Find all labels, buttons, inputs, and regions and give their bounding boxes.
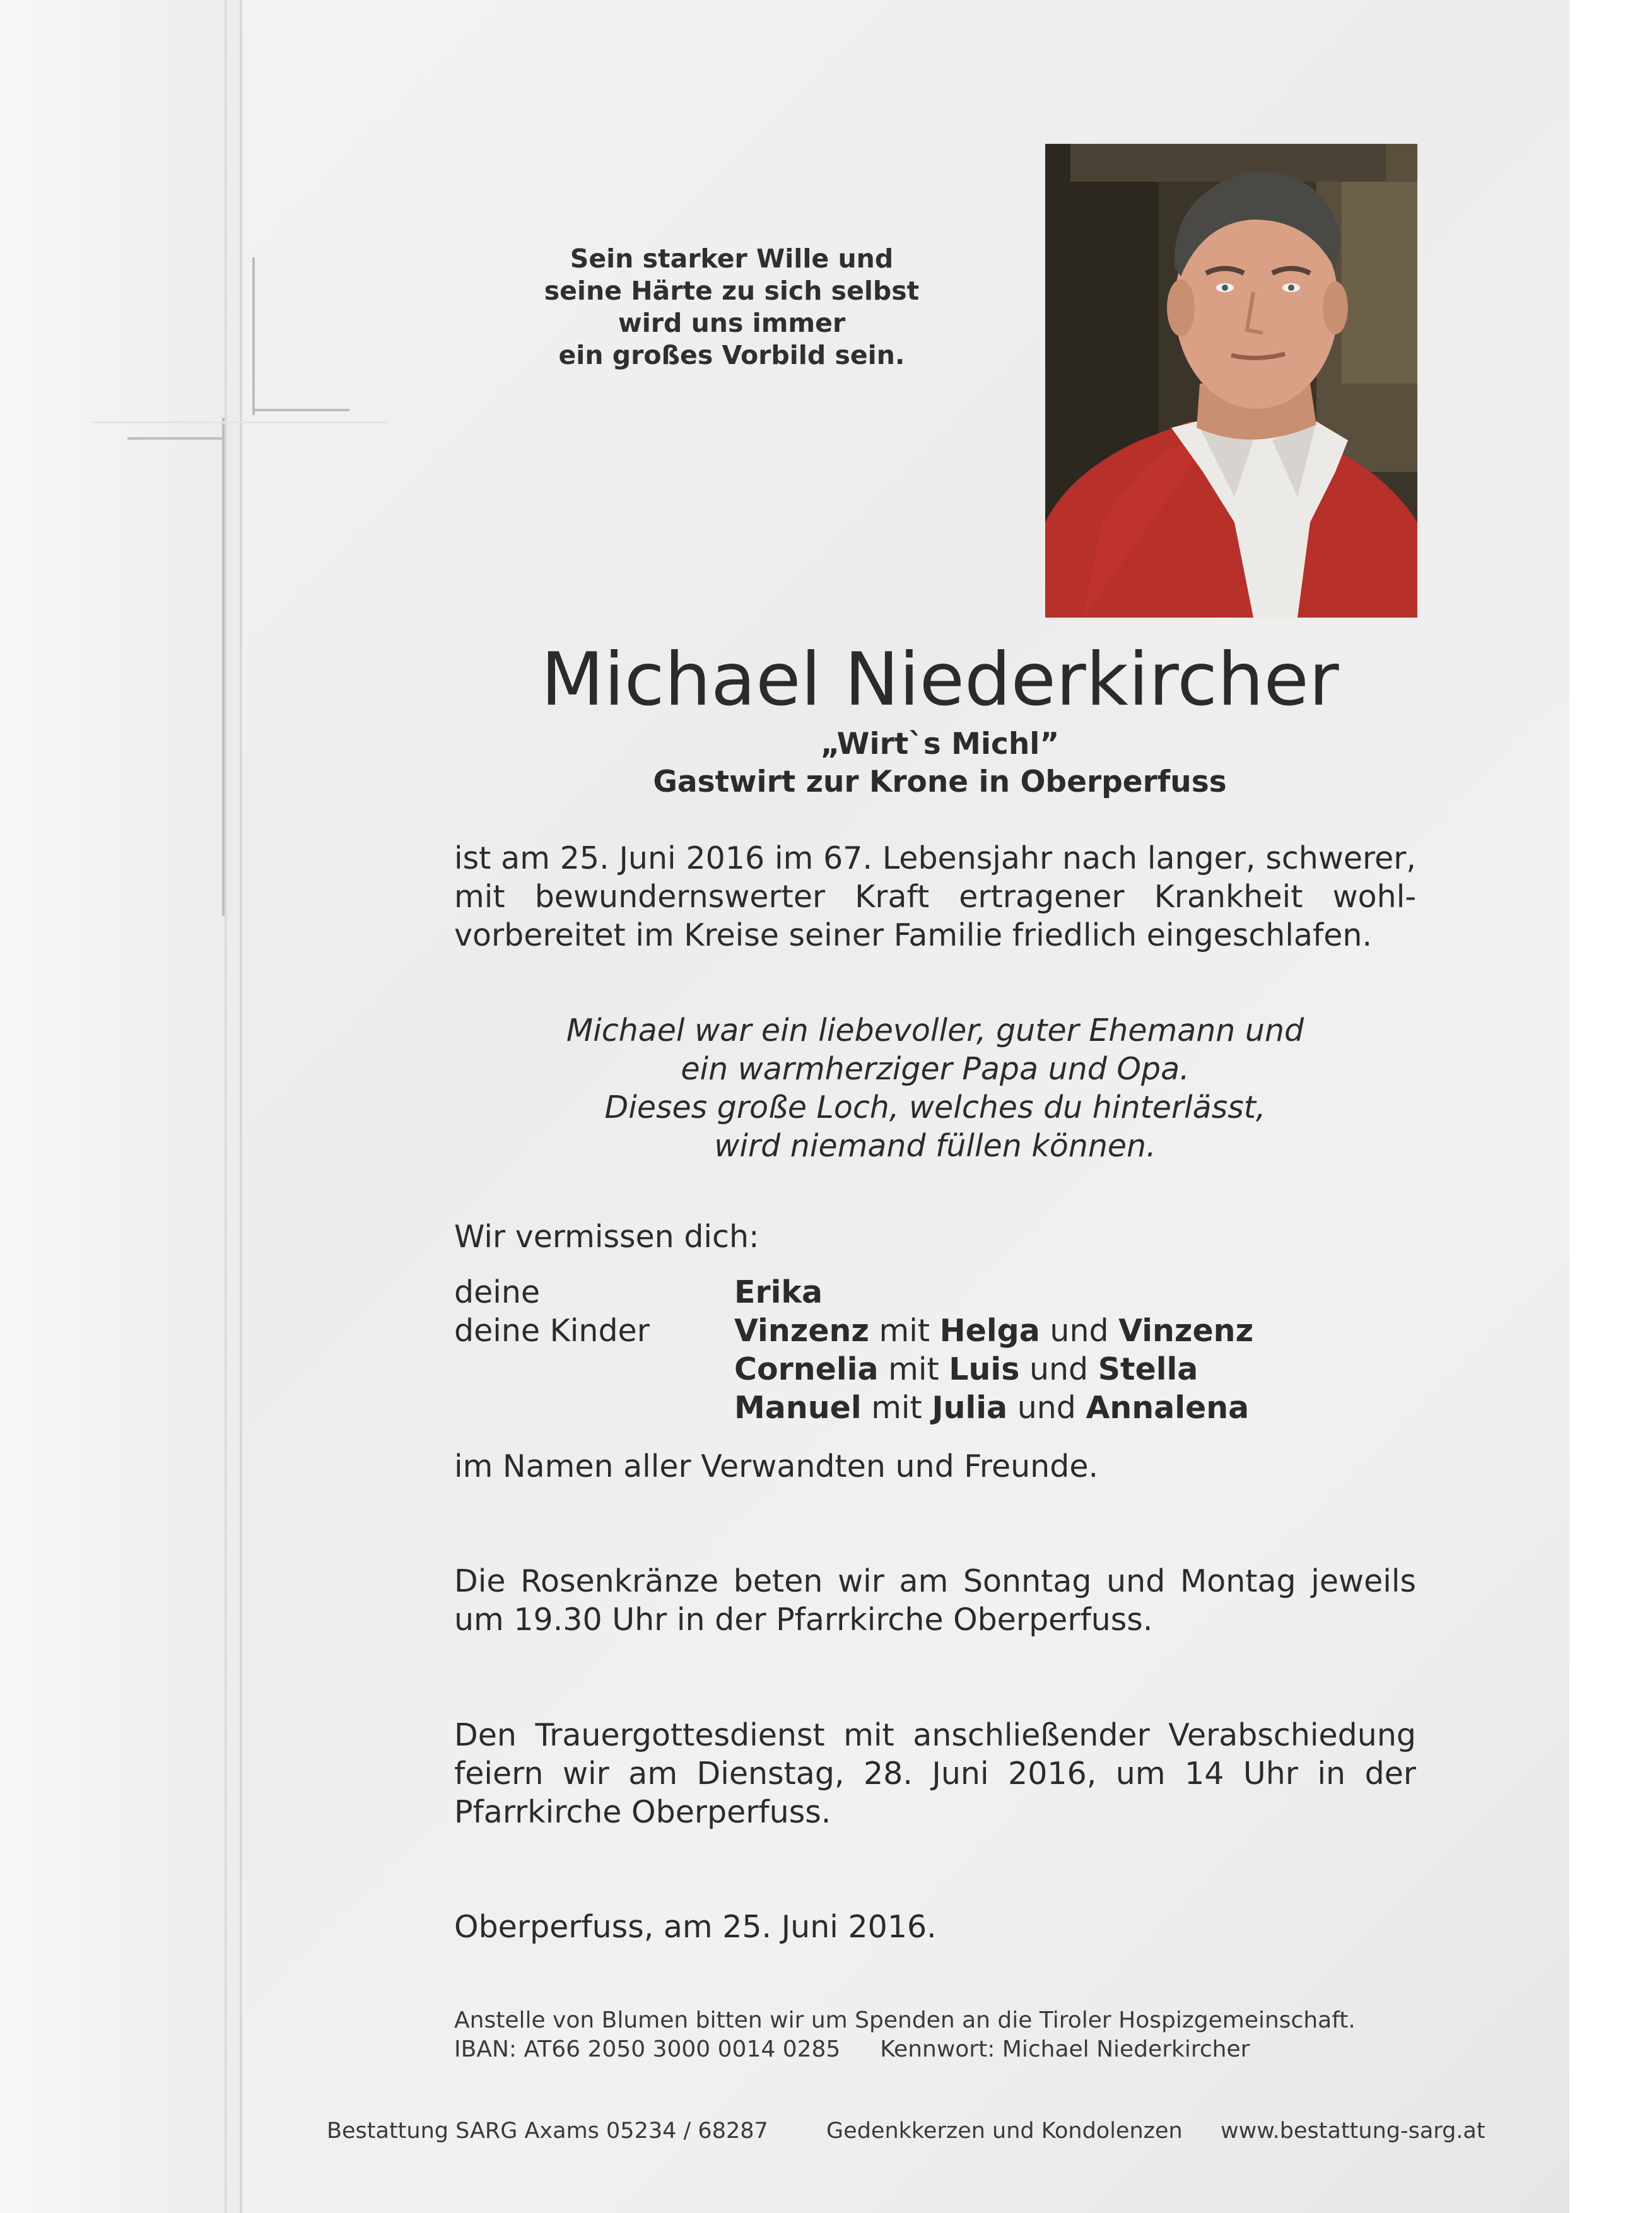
member-name: Annalena (1086, 1390, 1250, 1426)
footer (327, 2116, 1485, 2145)
connector-text: mit (878, 1351, 949, 1387)
family-members (734, 1388, 1249, 1427)
member-name: Erika (734, 1274, 823, 1310)
family-relation: deine (454, 1274, 541, 1310)
family-relation: deine Kinder (454, 1313, 650, 1349)
member-name: Cornelia (734, 1351, 879, 1387)
portrait-photo (1045, 144, 1417, 618)
family-row (454, 1312, 1416, 1350)
family-closing: im Namen aller Verwandten und Freunde. (454, 1448, 1099, 1484)
deceased-occupation: Gastwirt zur Krone in Oberperfuss (653, 765, 1227, 799)
rosary-line: um 19.30 Uhr in der Pfarrkirche Oberperfuss. (454, 1602, 1153, 1638)
place-date: Oberperfuss, am 25. Juni 2016. (454, 1909, 937, 1945)
iban-value: AT66 2050 3000 0014 0285 (524, 2036, 841, 2062)
funeral-line: feiern wir am Dienstag, 28. Juni 2016, um 14 Uhr in der (454, 1756, 1416, 1792)
connector-text: und (1040, 1313, 1119, 1349)
rosary-line: Die Rosenkränze beten wir am Sonntag und Montag jeweils (454, 1563, 1416, 1599)
family-row (454, 1388, 1416, 1427)
family-members (734, 1312, 1253, 1350)
quote-line: seine Härte zu sich selbst (544, 276, 920, 306)
member-name: Vinzenz (1118, 1313, 1254, 1349)
connector-text: mit (869, 1313, 940, 1349)
family-row (454, 1350, 1416, 1388)
funeral-home-contact: Bestattung SARG Axams 05234 / 68287 (327, 2118, 768, 2144)
donation-bank-details (454, 2035, 1426, 2064)
tribute-line: wird niemand füllen können. (714, 1128, 1156, 1164)
left-margin-strip (0, 0, 242, 2213)
tribute-line: ein warmherziger Papa und Opa. (681, 1051, 1190, 1087)
announcement-line: vorbereitet im Kreise seiner Familie friedlich eingeschlafen. (454, 917, 1373, 953)
member-name: Luis (949, 1351, 1020, 1387)
connector-text: mit (861, 1390, 932, 1426)
motto-quote (498, 243, 965, 372)
funeral-paragraph (454, 1716, 1416, 1831)
announcement-line: ist am 25. Juni 2016 im 67. Lebensjahr nach langer, schwerer, (454, 840, 1416, 876)
keyword-label: Kennwort: (880, 2036, 995, 2062)
margin-divider (225, 0, 227, 2213)
quote-line: Sein starker Wille und (570, 244, 894, 274)
rosary-paragraph (454, 1562, 1416, 1639)
family-members (734, 1350, 1198, 1388)
condolences-link[interactable]: Gedenkkerzen und Kondolenzen (826, 2118, 1183, 2144)
member-name: Stella (1098, 1351, 1198, 1387)
member-name: Julia (932, 1390, 1008, 1426)
member-name: Manuel (734, 1390, 862, 1426)
deceased-name: Michael Niederkircher (541, 637, 1339, 722)
family-intro: Wir vermissen dich: (454, 1219, 759, 1255)
tribute-line: Dieses große Loch, welches du hinterlässt, (604, 1089, 1266, 1125)
website-link[interactable]: www.bestattung-sarg.at (1221, 2118, 1485, 2144)
funeral-line: Pfarrkirche Oberperfuss. (454, 1794, 831, 1830)
donation-note (454, 2006, 1426, 2064)
family-members (734, 1273, 823, 1312)
quote-line: wird uns immer (618, 308, 846, 338)
keyword-value: Michael Niederkircher (1002, 2036, 1250, 2062)
donation-text: Anstelle von Blumen bitten wir um Spenden an die Tiroler Hospizgemeinschaft. (454, 2007, 1356, 2033)
announcement-paragraph (454, 839, 1416, 954)
connector-text: und (1007, 1390, 1086, 1426)
announcement-line: mit bewundernswerter Kraft ertragener Krankheit wohl- (454, 879, 1416, 915)
member-name: Helga (939, 1313, 1040, 1349)
iban-label: IBAN: (454, 2036, 517, 2062)
member-name: Vinzenz (734, 1313, 869, 1349)
family-list (454, 1273, 1416, 1427)
funeral-line: Den Trauergottesdienst mit anschließender Verabschiedung (454, 1717, 1416, 1753)
tribute-paragraph (454, 1011, 1416, 1165)
family-row (454, 1273, 1416, 1312)
connector-text: und (1019, 1351, 1098, 1387)
tribute-line: Michael war ein liebevoller, guter Ehemann und (566, 1013, 1304, 1048)
deceased-nickname: „Wirt`s Michl” (820, 727, 1060, 761)
quote-line: ein großes Vorbild sein. (558, 340, 905, 370)
